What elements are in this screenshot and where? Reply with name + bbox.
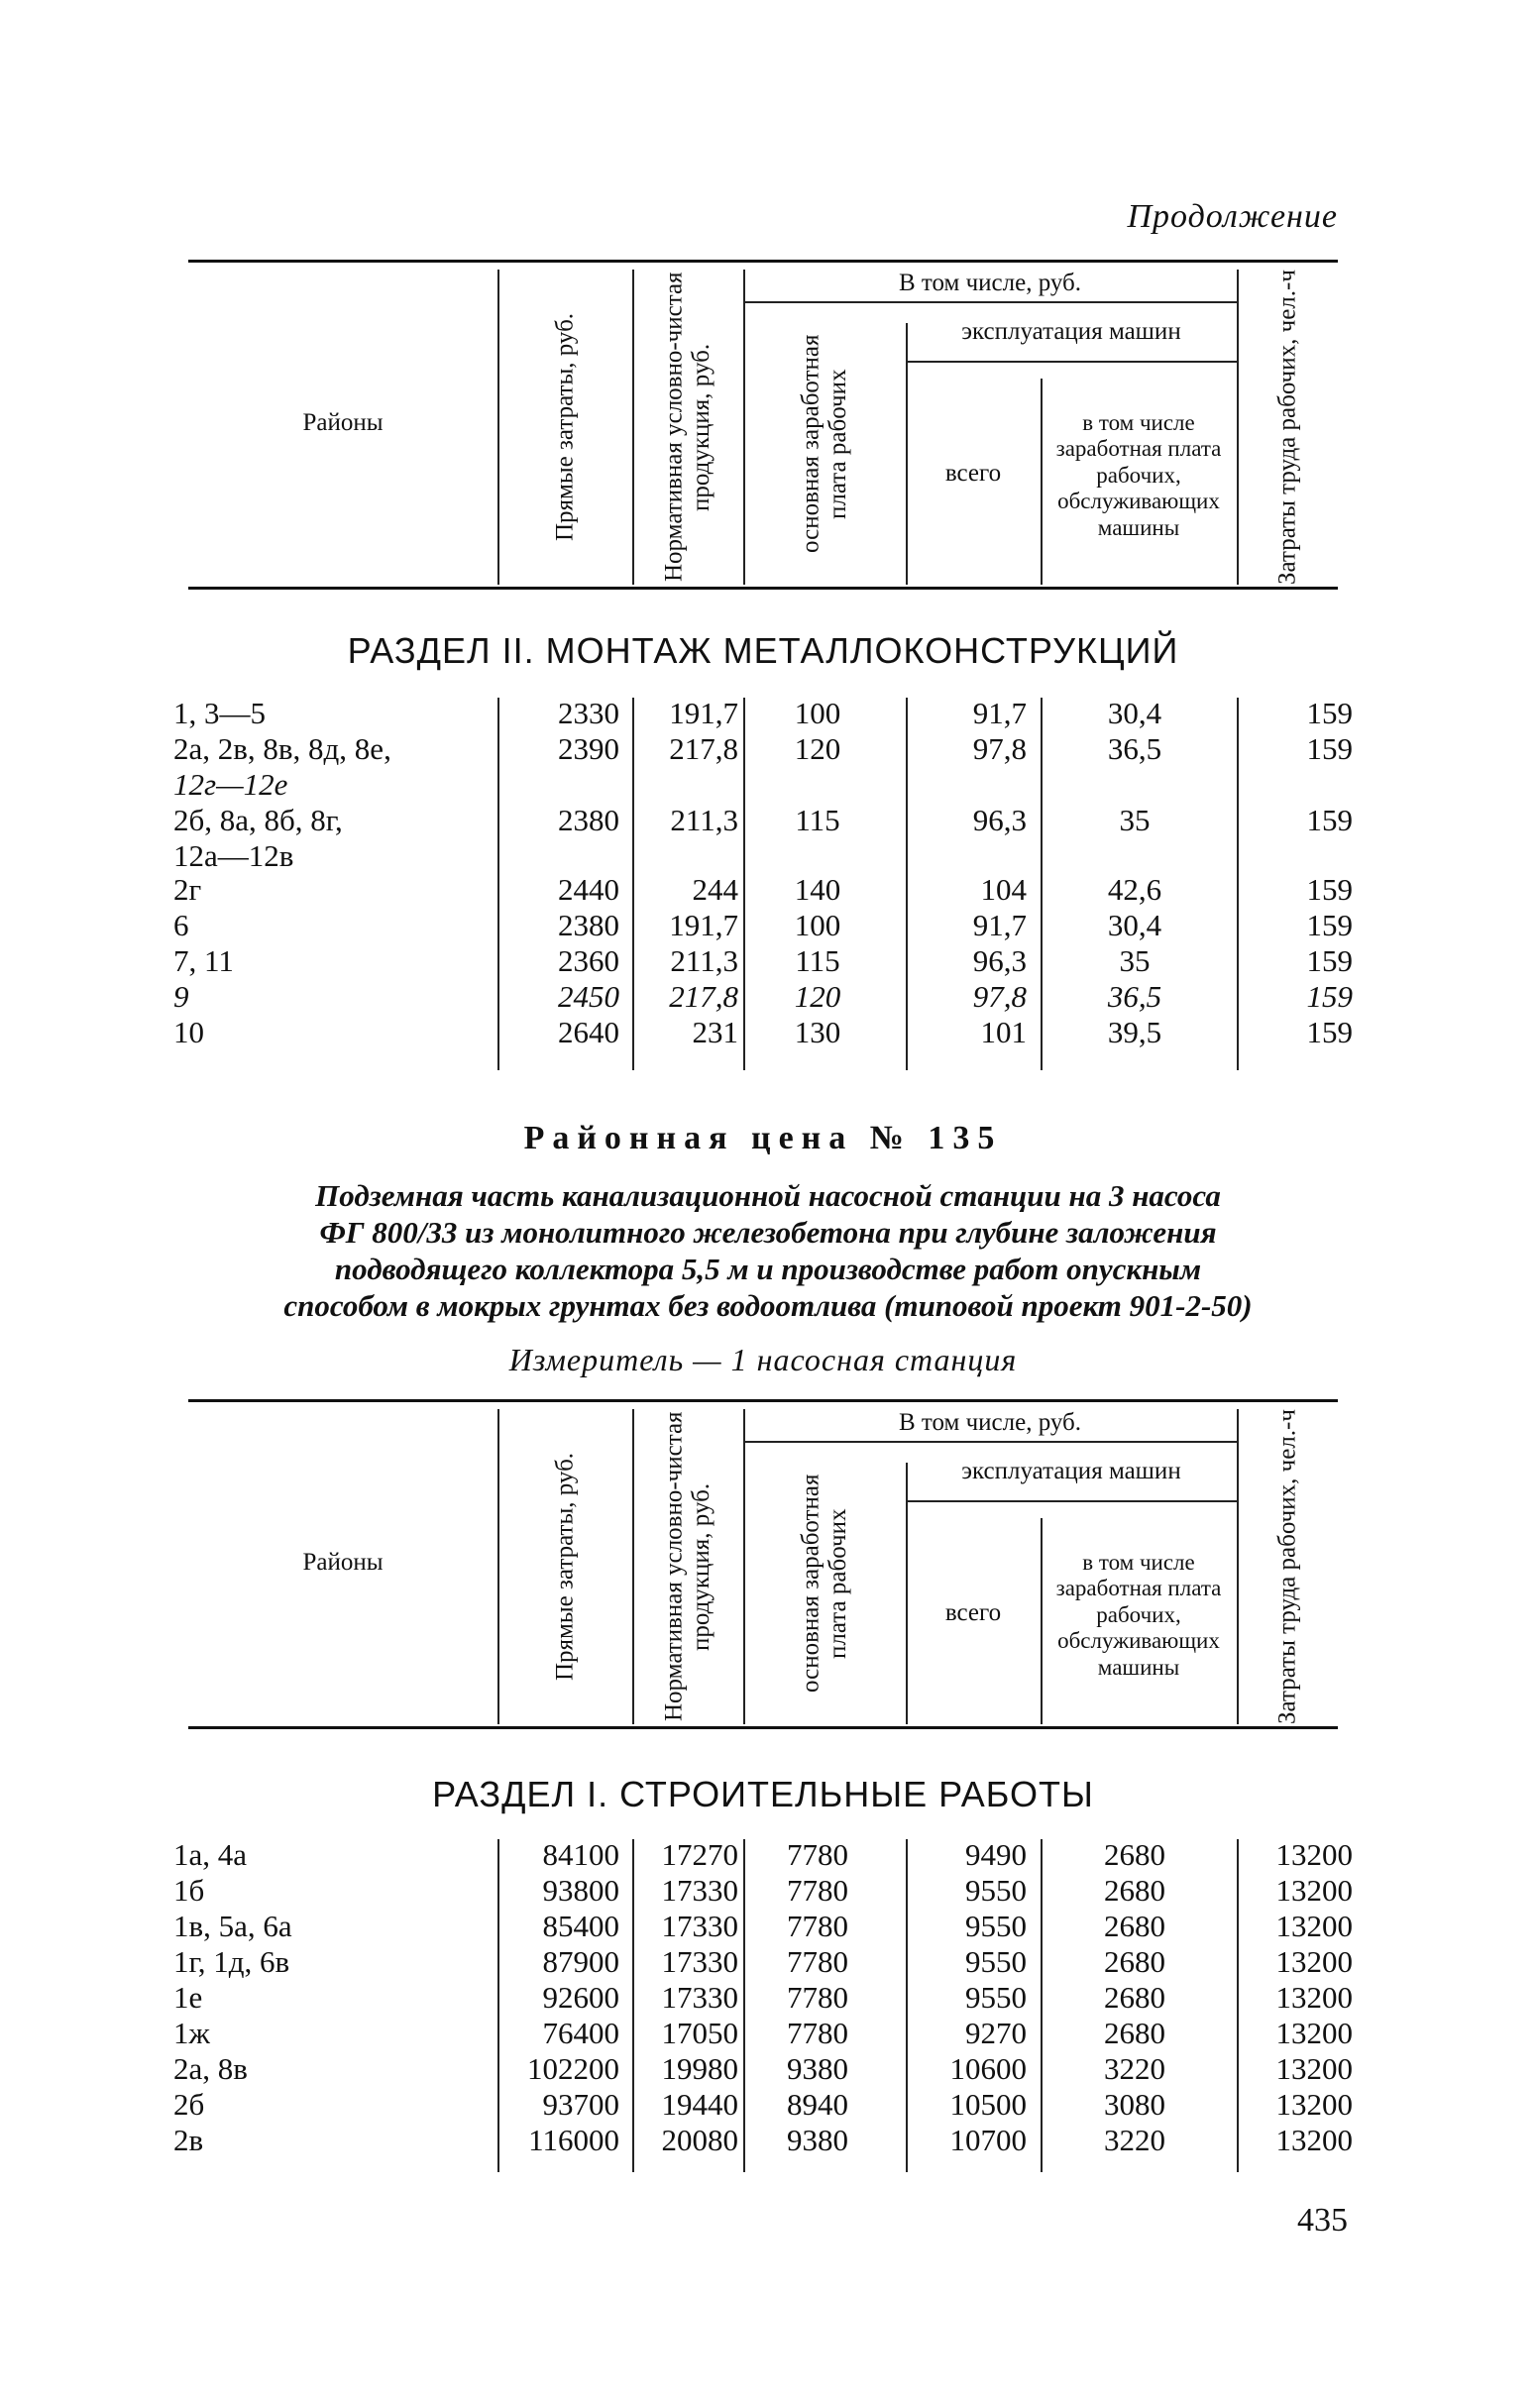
cell-wage: 115 [795,803,840,837]
cell-direct: 93700 [542,2087,619,2122]
cell-region: 1е [173,1980,203,2015]
cell-direct: 93800 [542,1873,619,1908]
table-row [173,1873,1353,1909]
cell-region: 1г, 1д, 6в [173,1944,290,1979]
cell-norm: 17330 [661,1873,738,1908]
cell-wage: 9380 [787,2123,848,2157]
header-basic-wage: основная заработная плата рабочих [797,334,851,554]
table-row [173,908,1353,943]
cell-direct: 2380 [558,908,619,942]
cell-mwage: 36,5 [1107,731,1162,766]
cell-total: 97,8 [972,979,1027,1014]
cell-direct: 2330 [558,696,619,730]
cell-wage: 120 [794,979,841,1014]
table-row [173,2016,1353,2051]
cell-norm: 17330 [661,1944,738,1979]
cell-labor: 13200 [1275,2123,1353,2157]
header-direct-costs: Прямые затраты, руб. [551,312,579,542]
table-row [173,943,1353,979]
cell-norm: 17330 [661,1980,738,2015]
cell-region: 2б, 8а, 8б, 8г, [173,803,343,837]
cell-region: 1, 3—5 [173,696,266,730]
cell-region: 1в, 5а, 6а [173,1909,292,1943]
table-row [173,1837,1353,1873]
cell-direct: 102200 [527,2051,619,2086]
table-row [173,696,1353,731]
data-table-2 [173,1835,1353,2172]
description-line: ФГ 800/33 из монолитного железобетона при глубине заложения [319,1215,1217,1250]
cell-direct: 85400 [542,1909,619,1943]
section-title-2: РАЗДЕЛ I. СТРОИТЕЛЬНЫЕ РАБОТЫ [432,1774,1094,1814]
table-row [173,979,1353,1015]
cell-labor: 13200 [1275,1873,1353,1908]
header-normative: Нормативная условно-чистая продукция, руб. [660,1411,715,1722]
cell-labor: 159 [1306,1015,1353,1049]
cell-region: 7, 11 [173,943,234,978]
cell-norm: 19980 [661,2051,738,2086]
cell-total: 9490 [965,1837,1027,1872]
price-description [173,1177,1363,1324]
description-line: способом в мокрых грунтах без водоотлива (типовой проект 901-2-50) [283,1288,1253,1323]
cell-wage: 120 [794,731,841,766]
cell-mwage: 2680 [1104,2016,1165,2050]
table-header-1 [188,260,1338,591]
cell-region: 1а, 4а [173,1837,248,1872]
description-line: подводящего коллектора 5,5 м и производстве работ опускным [334,1252,1202,1286]
cell-norm: 217,8 [669,731,738,766]
table-row [173,2051,1353,2087]
cell-mwage: 3220 [1104,2123,1165,2157]
header-total: всего [944,459,1002,487]
cell-direct: 84100 [542,1837,619,1872]
cell-direct: 2380 [558,803,619,837]
cell-total: 9550 [965,1873,1027,1908]
cell-total: 10500 [949,2087,1027,2122]
header-including: В том числе, руб. [898,1408,1082,1436]
cell-total: 91,7 [972,908,1027,942]
cell-wage: 8940 [787,2087,848,2122]
cell-direct: 92600 [542,1980,619,2015]
header-regions: Районы [302,408,384,436]
measure-unit: Измеритель — 1 насосная станция [508,1342,1018,1377]
cell-wage: 140 [794,872,841,907]
cell-direct: 2640 [558,1015,619,1049]
cell-region-continued: 12г—12е [173,767,288,802]
header-machine-wage: в том числе заработная плата рабочих, обслуживающих машины [1055,409,1222,540]
cell-region: 2г [173,872,202,907]
cell-mwage: 35 [1119,803,1151,837]
header-labor: Затраты труда рабочих, чел.-ч [1273,1409,1301,1724]
cell-total: 101 [980,1015,1027,1049]
cell-norm: 211,3 [670,803,738,837]
cell-direct: 2360 [558,943,619,978]
cell-mwage: 3080 [1104,2087,1165,2122]
cell-region: 9 [173,979,189,1014]
cell-norm: 231 [692,1015,738,1049]
cell-region: 1б [173,1873,205,1908]
page-number: 435 [1297,2202,1348,2239]
cell-total: 91,7 [972,696,1027,730]
cell-mwage: 2680 [1104,1873,1165,1908]
cell-total: 96,3 [972,943,1027,978]
header-including: В том числе, руб. [898,269,1082,296]
cell-mwage: 30,4 [1107,908,1162,942]
cell-wage: 100 [794,696,841,730]
cell-mwage: 2680 [1104,1944,1165,1979]
cell-norm: 17330 [661,1909,738,1943]
section-title-1: РАЗДЕЛ II. МОНТАЖ МЕТАЛЛОКОНСТРУКЦИЙ [347,630,1179,671]
header-basic-wage: основная заработная плата рабочих [797,1474,851,1694]
table-row [173,731,1353,802]
cell-labor: 13200 [1275,2016,1353,2050]
cell-region: 2а, 2в, 8в, 8д, 8е, [173,731,391,766]
cell-total: 9550 [965,1944,1027,1979]
cell-mwage: 3220 [1104,2051,1165,2086]
cell-mwage: 36,5 [1107,979,1162,1014]
cell-labor: 13200 [1275,1944,1353,1979]
cell-norm: 17050 [661,2016,738,2050]
header-machine-ops: эксплуатация машин [961,1457,1181,1484]
cell-mwage: 35 [1119,943,1151,978]
table-row [173,803,1353,873]
cell-wage: 7780 [787,2016,848,2050]
cell-labor: 159 [1306,872,1353,907]
cell-wage: 100 [794,908,841,942]
cell-mwage: 2680 [1104,1837,1165,1872]
cell-mwage: 2680 [1104,1980,1165,2015]
cell-total: 104 [980,872,1027,907]
cell-total: 96,3 [972,803,1027,837]
cell-region: 2а, 8в [173,2051,248,2086]
cell-direct: 87900 [542,1944,619,1979]
cell-direct: 76400 [542,2016,619,2050]
header-regions: Районы [302,1548,384,1576]
cell-region: 6 [173,908,189,942]
cell-norm: 191,7 [669,908,738,942]
cell-norm: 244 [692,872,738,907]
cell-labor: 159 [1306,908,1353,942]
cell-direct: 116000 [528,2123,619,2157]
table-row [173,872,1353,908]
cell-labor: 159 [1306,731,1353,766]
cell-total: 10600 [949,2051,1027,2086]
table-row [173,2087,1353,2123]
header-machine-ops: эксплуатация машин [961,317,1181,345]
cell-labor: 13200 [1275,1909,1353,1943]
cell-region: 1ж [173,2016,210,2050]
price-title: Районная цена № 135 [523,1120,1003,1156]
cell-direct: 2390 [558,731,619,766]
cell-labor: 13200 [1275,1837,1353,1872]
cell-total: 10700 [949,2123,1027,2157]
header-direct-costs: Прямые затраты, руб. [551,1452,579,1682]
cell-region: 10 [173,1015,204,1049]
cell-wage: 115 [795,943,840,978]
cell-labor: 159 [1306,696,1353,730]
cell-labor: 159 [1306,943,1353,978]
header-total: всего [944,1598,1002,1626]
header-normative: Нормативная условно-чистая продукция, руб. [660,272,715,583]
cell-direct: 2440 [558,872,619,907]
table-header-2 [188,1399,1338,1730]
cell-wage: 130 [794,1015,841,1049]
header-labor: Затраты труда рабочих, чел.-ч [1273,270,1301,585]
cell-wage: 7780 [787,1837,848,1872]
table-row [173,1909,1353,1944]
cell-labor: 13200 [1275,1980,1353,2015]
cell-mwage: 30,4 [1107,696,1162,730]
cell-mwage: 39,5 [1107,1015,1162,1049]
cell-mwage: 42,6 [1107,872,1162,907]
cell-wage: 7780 [787,1873,848,1908]
cell-wage: 9380 [787,2051,848,2086]
cell-total: 97,8 [972,731,1027,766]
cell-wage: 7780 [787,1909,848,1943]
cell-region-continued: 12а—12в [173,838,294,873]
cell-labor: 13200 [1275,2087,1353,2122]
cell-norm: 191,7 [669,696,738,730]
cell-labor: 159 [1306,803,1353,837]
cell-labor: 159 [1306,979,1353,1014]
cell-direct: 2450 [558,979,619,1014]
cell-region: 2в [173,2123,204,2157]
table-row [173,1980,1353,2016]
cell-mwage: 2680 [1104,1909,1165,1943]
table-row [173,1015,1353,1050]
cell-wage: 7780 [787,1944,848,1979]
cell-region: 2б [173,2087,205,2122]
cell-total: 9550 [965,1980,1027,2015]
cell-labor: 13200 [1275,2051,1353,2086]
description-line: Подземная часть канализационной насосной станции на 3 насоса [315,1178,1221,1213]
cell-wage: 7780 [787,1980,848,2015]
table-row [173,2123,1353,2158]
header-machine-wage: в том числе заработная плата рабочих, обслуживающих машины [1055,1549,1222,1680]
cell-total: 9270 [965,2016,1027,2050]
cell-norm: 17270 [661,1837,738,1872]
cell-norm: 211,3 [670,943,738,978]
data-table-1 [173,694,1353,1080]
cell-norm: 20080 [661,2123,738,2157]
continuation-label: Продолжение [1127,198,1338,235]
cell-total: 9550 [965,1909,1027,1943]
cell-norm: 19440 [661,2087,738,2122]
cell-norm: 217,8 [669,979,738,1014]
table-row [173,1944,1353,1980]
